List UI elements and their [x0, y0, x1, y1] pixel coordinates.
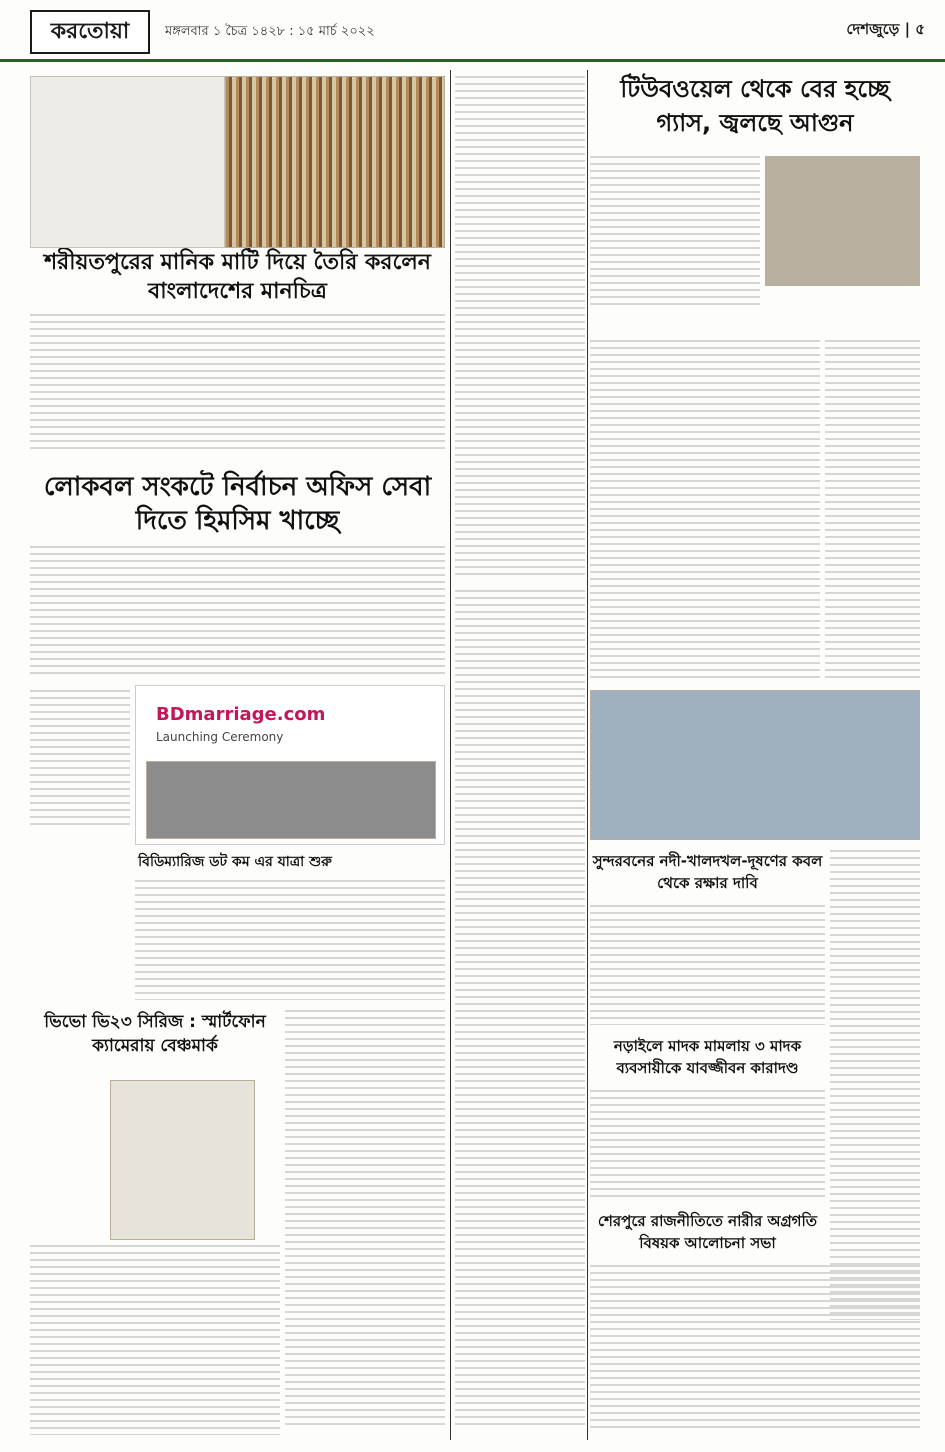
- headline-vivo: ভিভো ভি২৩ সিরিজ : স্মার্টফোন ক্যামেরায় বেঞ্চমার্ক: [44, 1012, 266, 1056]
- story-bank-branch-body: [30, 690, 130, 830]
- headline-tubewell: টিউবওয়েল থেকে বের হচ্ছে গ্যাস, জ্বলছে আগুন: [620, 75, 890, 137]
- story-sundarbans-body: [590, 905, 825, 1025]
- section-name: দেশজুড়ে: [846, 20, 900, 38]
- bangladesh-map-photo: [30, 76, 225, 248]
- story-faridpur-body: [455, 76, 585, 576]
- headline-election-office: লোকবল সংকটে নির্বাচন অফিস সেবা দিতে হিমসিম খাচ্ছে: [43, 472, 432, 536]
- story-vivo-body: [30, 1245, 280, 1435]
- section-label: দেশজুড়ে | ৫: [846, 20, 925, 38]
- story-chattogram-body: [825, 340, 920, 680]
- story-election-body: [30, 546, 445, 676]
- headline-narail: নড়াইলে মাদক মামলায় ৩ মাদক ব্যবসায়ীকে যাবজ্জীবন কারাদণ্ড: [613, 1037, 802, 1077]
- banner-site-name: BDmarriage.com: [156, 704, 326, 725]
- story-customs-body: [830, 850, 920, 1320]
- story-narail-body: [590, 1090, 825, 1200]
- story-bdmarriage-body: [135, 880, 445, 1000]
- dateline: মঙ্গলবার ১ চৈত্র ১৪২৮ : ১৫ মার্চ ২০২২: [165, 24, 375, 39]
- story-map-body: [30, 314, 445, 454]
- column-rule: [587, 70, 588, 1440]
- headline-sherpur: শেরপুরে রাজনীতিতে নারীর অগ্রগতি বিষয়ক আলোচনা সভা: [597, 1212, 818, 1252]
- gas-fire-photo: [765, 156, 920, 286]
- story-tubewell-body: [590, 156, 760, 306]
- column-rule: [450, 70, 451, 1440]
- ceremony-stage-photo: [146, 761, 436, 839]
- masthead: [0, 0, 945, 62]
- protest-photo: [590, 690, 920, 840]
- story-satkhira-body: [590, 340, 820, 680]
- headline-map-story: শরীয়তপুরের মানিক মাটি দিয়ে তৈরি করলেন বাংলাদেশের মানচিত্র: [44, 250, 431, 304]
- page-number: ৫: [915, 20, 925, 38]
- story-sherpur-body: [590, 1265, 920, 1430]
- bdmarriage-event-photo: [135, 685, 445, 845]
- newspaper-logo: করতোয়া: [30, 10, 150, 54]
- headline-bdmarriage: বিডিম্যারিজ ডট কম এর যাত্রা শুরু: [138, 854, 332, 870]
- headline-sundarbans: সুন্দরবনের নদী-খালদখল-দূষণের কবল থেকে রক্ষার দাবি: [592, 852, 823, 892]
- banner-event-name: Launching Ceremony: [156, 730, 284, 744]
- library-shelves-photo: [225, 76, 445, 248]
- story-suicide-body: [285, 1010, 445, 1430]
- vivo-phone-photo: [110, 1080, 255, 1240]
- story-middle-lower-body: [455, 590, 585, 1430]
